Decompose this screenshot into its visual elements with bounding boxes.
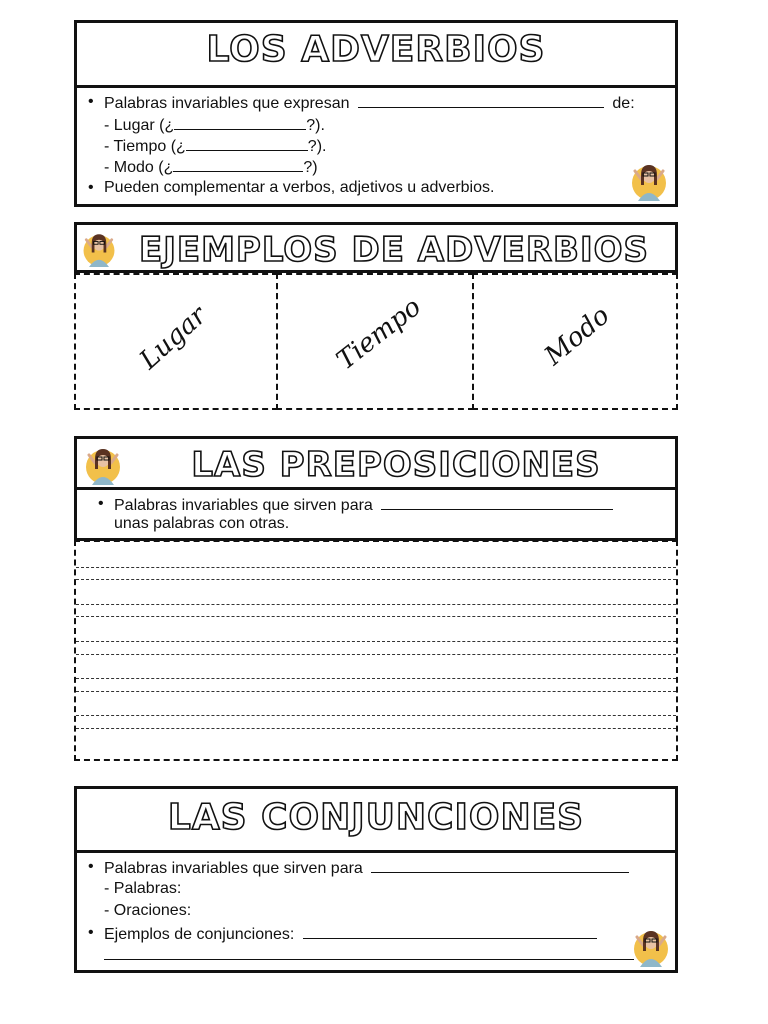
lugar-label: - Lugar (¿ (104, 117, 175, 134)
preposiciones-line-1 (114, 495, 613, 515)
writing-line (76, 641, 676, 642)
writing-line (76, 715, 676, 716)
adverbios-box (74, 20, 678, 207)
adverbios-line-1-text: Palabras invariables que expresan (104, 95, 350, 112)
lugar-end: ?). (306, 117, 325, 134)
adverbios-line-5: • Pueden complementar a verbos, adjetivos u adverbios. (104, 179, 494, 197)
avatar-icon (629, 923, 673, 967)
avatar-icon (81, 441, 125, 485)
preposiciones-box (74, 436, 678, 541)
modo-blank[interactable] (173, 157, 303, 172)
adverbios-blank-1[interactable] (358, 93, 604, 108)
writing-line (76, 691, 676, 692)
writing-line (76, 678, 676, 679)
preposiciones-blank[interactable] (381, 495, 613, 510)
writing-line (76, 728, 676, 729)
tiempo-label: - Tiempo (¿ (104, 138, 186, 155)
writing-line (76, 604, 676, 605)
ejemplo-cell-modo[interactable] (472, 273, 678, 410)
preposiciones-line-2: unas palabras con otras. (114, 515, 290, 532)
adverbios-line-1 (104, 93, 635, 113)
lugar-blank[interactable] (174, 115, 306, 130)
adverbios-lugar (104, 115, 325, 135)
conjunciones-blank-2[interactable] (303, 924, 597, 939)
tiempo-blank[interactable] (186, 136, 308, 151)
ejemplos-header-box (74, 222, 678, 273)
avatar-icon (627, 157, 671, 201)
modo-label: - Modo (¿ (104, 159, 174, 176)
preposiciones-divider (77, 487, 675, 490)
conjunciones-line-1-text: Palabras invariables que sirven para (104, 860, 363, 877)
adverbios-tiempo (104, 136, 326, 156)
writing-line (76, 579, 676, 580)
conjunciones-box (74, 786, 678, 973)
conjunciones-blank-3[interactable] (104, 945, 634, 960)
ejemplo-label-lugar: Lugar (134, 300, 213, 376)
writing-line (76, 567, 676, 568)
writing-line (76, 616, 676, 617)
conjunciones-palabras: - Palabras: (104, 880, 182, 897)
preposiciones-title: LAS PREPOSICIONES (191, 445, 601, 485)
ejemplo-label-tiempo: Tiempo (331, 292, 427, 376)
conjunciones-ejemplos-text: Ejemplos de conjunciones: (104, 926, 295, 943)
writing-line (76, 654, 676, 655)
conjunciones-line-1 (104, 858, 629, 878)
conjunciones-ejemplos (104, 924, 597, 944)
conjunciones-divider (77, 850, 675, 853)
adverbios-line-1-end: de: (612, 95, 635, 112)
conjunciones-title: LAS CONJUNCIONES (167, 797, 585, 838)
modo-end: ?) (303, 159, 318, 176)
preposiciones-line-1-text: Palabras invariables que sirven para (114, 497, 373, 514)
conjunciones-oraciones: - Oraciones: (104, 902, 192, 919)
ejemplos-title: EJEMPLOS DE ADVERBIOS (138, 230, 650, 270)
conjunciones-blank-1[interactable] (371, 858, 629, 873)
ejemplo-label-modo: Modo (539, 300, 616, 372)
adverbios-modo (104, 157, 318, 177)
ejemplo-cell-lugar[interactable] (74, 273, 278, 410)
adverbios-title: LOS ADVERBIOS (206, 29, 546, 70)
tiempo-end: ?). (307, 138, 327, 155)
avatar-icon (79, 227, 119, 267)
adverbios-divider (77, 85, 675, 88)
ejemplo-cell-tiempo[interactable] (276, 273, 474, 410)
